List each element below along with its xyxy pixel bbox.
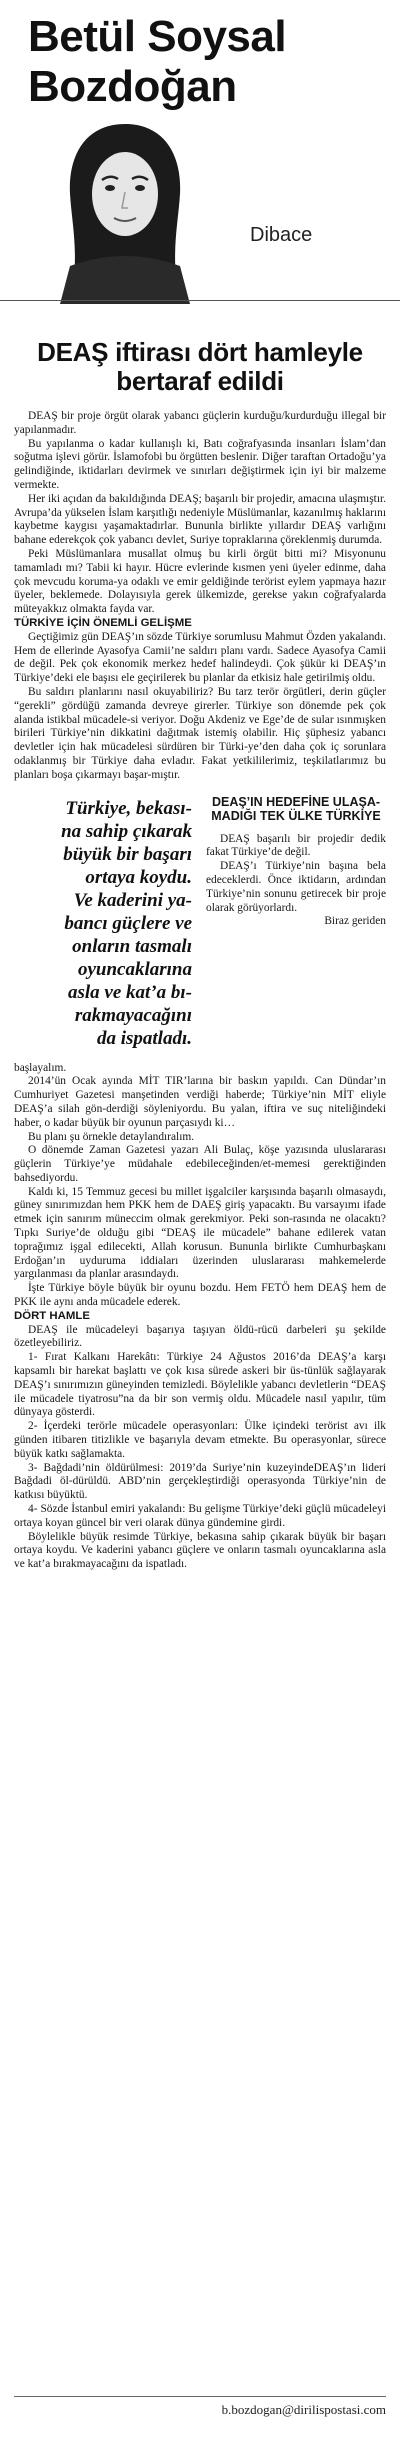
- intro-paragraph-2: Bu yapılanma o kadar kullanışlı ki, Batı coğrafyasında insanları İslam’dan soğutma işlevi görür. İslamofobi bu örgütten beslenir. Diğer taraftan Ortadoğu’ya gelindiğinde, iktidarları devirmek ve sınırları değiştirmek için iyi bir malzeme vermekte.: [14, 437, 386, 491]
- mid-block: [14, 793, 386, 1054]
- section2-paragraph-2: 1- Fırat Kalkanı Harekâtı: Türkiye 24 Ağustos 2016’da DEAŞ’a karşı kapsamlı bir harekat başlattı ve çok kısa sürede askeri bir üs-tünlük sağlayarak DEAŞ’ı sınırımızın güneyinden temizledi. Böylelikle yabancı devletlerin “DEAŞ ile mücadele tiyatrosu”na da bir son vermiş oldu. Mücadele nasıl yapılır, tüm dünyaya gösterdi.: [14, 1351, 386, 1419]
- section2-paragraph-6: Böylelikle büyük resimde Türkiye, bekasına sahip çıkarak büyük bir başarı ortaya koydu. Ve kaderini yabancı güçlere ve onların tasmalı oyuncaklarına asla ve kat’a bırakmayacağını da ispatladı.: [14, 1530, 386, 1571]
- article-body: [14, 410, 386, 1572]
- intro-paragraph-3: Her iki açıdan da bakıldığında DEAŞ; başarılı bir projedir, amacına ulaşmıştır. Avrupa’da yükselen İslam karşıtlığı nedeniyle Müslümanlar, kazanılmış haklarını kaybetme kaygısı yaşamaktadırlar. Bununla birlikte yıllardır DEAŞ varlığını bahane ederekçok çok yabancı devlet, Suriye topraklarına çöreklenmiş durumda.: [14, 492, 386, 547]
- article-headline: DEAŞ iftirası dört hamleyle bertaraf edildi: [37, 337, 363, 396]
- section1-paragraph-1: Geçtiğimiz gün DEAŞ’ın sözde Türkiye sorumlusu Mahmut Özden yakalandı. Hem de ellerinde Ayasofya Camii’ne saldırı planı vardı. Sadece Ayasofya Camii de değil. Pek çok ekonomik merkez hedef halindeydi. Çok şükür ki DEAŞ’ın Türkiye’deki ele başısı ele geçirilerek bu planlar da etkisiz hale getirilmiş oldu.: [14, 630, 386, 685]
- section-heading-2: DÖRT HAMLE: [14, 1309, 90, 1322]
- author-name-line-2: Bozdoğan: [28, 62, 237, 111]
- sidebar: [206, 793, 386, 1054]
- pull-quote-line: onların tasmalı: [72, 935, 192, 957]
- sidebar-paragraph-2: DEAŞ’ı Türkiye’nin başına bela edeceklerdi. Önce iktidarın, ardından Türkiye’nin sonunu getirecek bir proje olarak görüyorlardı.: [206, 860, 386, 914]
- pull-quote-line: bancı güçlere ve: [64, 912, 192, 934]
- author-name-line-1: Betül Soysal: [28, 12, 287, 61]
- pull-quote-line: na sahip çıkarak: [61, 820, 192, 842]
- author-email: b.bozdogan@dirilispostasi.com: [221, 2402, 386, 2417]
- pull-quote: [14, 793, 196, 1054]
- section1b-paragraph-5: Kaldı ki, 15 Temmuz gecesi bu millet işgalciler karşısında başarılı olmasaydı, güney sınırımızdan hem PKK hem de DAEŞ giriş yapacaktı. Bu varsayımı ifade etmek için sanırım müneccim olmak gerekmiyor. Peki son-rasında ne olacaktı? Tıpkı Suriye’de olduğu gibi “DEAŞ ile mücadele” bahane edilerek vatan toprağımız işgal edilecekti, Allah korusun. Bununla birlikte Cumhurbaşkanı Erdoğan’ın uyduruma iddiaları üzerinden uluslararası mahkemelerde yargılanması da planlar arasındaydı.: [14, 1185, 386, 1281]
- pull-quote-line: büyük bir başarı: [63, 843, 192, 865]
- author-portrait-icon: [30, 116, 220, 304]
- section2-paragraph-3: 2- İçerdeki terörle mücadele operasyonları: Ülke içindeki terörist avı ilk günden itibaren titizlikle ve başarıyla devam etmekte. Bu operasyonlar, sürece büyük katkı sağlamakta.: [14, 1420, 386, 1460]
- sidebar-heading: DEAŞ’IN HEDEFİNE ULAŞA-MADIĞI TEK ÜLKE TÜRKİYE: [211, 794, 381, 823]
- section2-paragraph-4: 3- Bağdadi’nin öldürülmesi: 2019’da Suriye’nin kuzeyindeDEAŞ’ın lideri Bağdadi öl-dürüldü. ABD’nin gerçekleştirdiği operasyonda Türkiye’nin de katkısı büyüktü.: [14, 1461, 386, 1502]
- pull-quote-line: Türkiye, bekası-: [65, 797, 192, 819]
- section1b-paragraph-4: O dönemde Zaman Gazetesi yazarı Ali Bulaç, köşe yazısında uluslararası güçlerin Türkiye’ye müdahale edebileceğinden/et-memesi gerektiğinden bahsediyordu.: [14, 1144, 386, 1184]
- author-header: [14, 14, 386, 314]
- article-footer: [14, 2396, 386, 2423]
- sidebar-paragraph-1: DEAŞ başarılı bir projedir dedik fakat Türkiye’de değil.: [206, 832, 386, 859]
- intro-paragraph-1: DEAŞ bir proje örgüt olarak yabancı güçlerin kurduğu/kurdurduğu illegal bir yapılanmadır.: [14, 410, 386, 436]
- pull-quote-line: Ve kaderini ya-: [73, 889, 192, 911]
- section1b-paragraph-1: başlayalım.: [14, 1061, 67, 1074]
- section2-paragraph-5: 4- Sözde İstanbul emiri yakalandı: Bu gelişme Türkiye’deki güçlü mücadeleyi ortaya koyan güncel bir veri olarak dünya gündemine girdi.: [14, 1503, 386, 1529]
- pull-quote-line: oyuncaklarına: [77, 958, 192, 980]
- pull-quote-line: asla ve kat’a bı-: [67, 981, 192, 1003]
- section1b-paragraph-2: 2014’ün Ocak ayında MİT TIR’larına bir baskın yapıldı. Can Dündar’ın Cumhuriyet Gazetesi manşetinden verdiği haberde; Türkiye’nin MİT eliyle DEAŞ’a silah gön-derdiği söyleniyordu. Bu yalan, iftira ve suç niteliğindeki haber, o kadar büyük bir oyunun parçasıydı ki…: [14, 1075, 386, 1129]
- section-heading-1: TÜRKİYE İÇİN ÖNEMLİ GELİŞME: [14, 616, 192, 629]
- pull-quote-line: da ispatladı.: [96, 1027, 192, 1049]
- header-divider: [0, 300, 400, 301]
- column-name: Dibace: [250, 224, 313, 246]
- sidebar-paragraph-3: Biraz geriden: [324, 915, 386, 928]
- section1b-paragraph-3: Bu planı şu örnekle detaylandıralım.: [28, 1130, 195, 1143]
- pull-quote-line: rakmayacağını: [74, 1004, 192, 1026]
- section1b-paragraph-6: İşte Türkiye böyle büyük bir oyunu bozdu. Hem FETÖ hem DEAŞ hem de PKK ile aynı anda mücadele ederek.: [14, 1282, 386, 1309]
- section2-paragraph-1: DEAŞ ile mücadeleyi başarıya taşıyan öldü-rücü darbeleri şu şekilde özetleyebiliriz.: [14, 1323, 386, 1350]
- intro-paragraph-4: Peki Müslümanlara musallat olmuş bu kirli örgüt bitti mi? Misyonunu tamamladı mı? Tabii ki hayır. Hücre evlerinde kısmen yeni üyeler edinme, daha çok mevcudu koruma-ya odaklı ve emir geldiğinde terörist eylem yapmaya hazır üyeler, beklemede. Dolayısıyla gerek ülkemizde, gerekse yakın coğrafyalarda müteyakkız olmakta fayda var.: [14, 547, 386, 616]
- pull-quote-line: ortaya koydu.: [85, 866, 192, 888]
- section1-paragraph-2: Bu saldırı planlarını nasıl okuyabiliriz? Bu tarz terör örgütleri, derin güçler “gerekli” gördüğü zamanda devreye girerler. Türkiye son dönemde pek çok alanda istikbal mücadele-si veriyor. Doğu Akdeniz ve Ege’de de sular ısınmışken birileri Türkiye’nin dikkatini dağıtmak istemiş olabilir. Hiç şüphesiz yabancı devletler için hak mücadelesi sürdüren bir Türki-ye’den daha çok iç sorunlara odaklanmış bir Türkiye daha evladır. Fakat yetkililerimiz, teşkilatlarımız bu planları boşa çıkarmayı başar-mıştır.: [14, 685, 386, 781]
